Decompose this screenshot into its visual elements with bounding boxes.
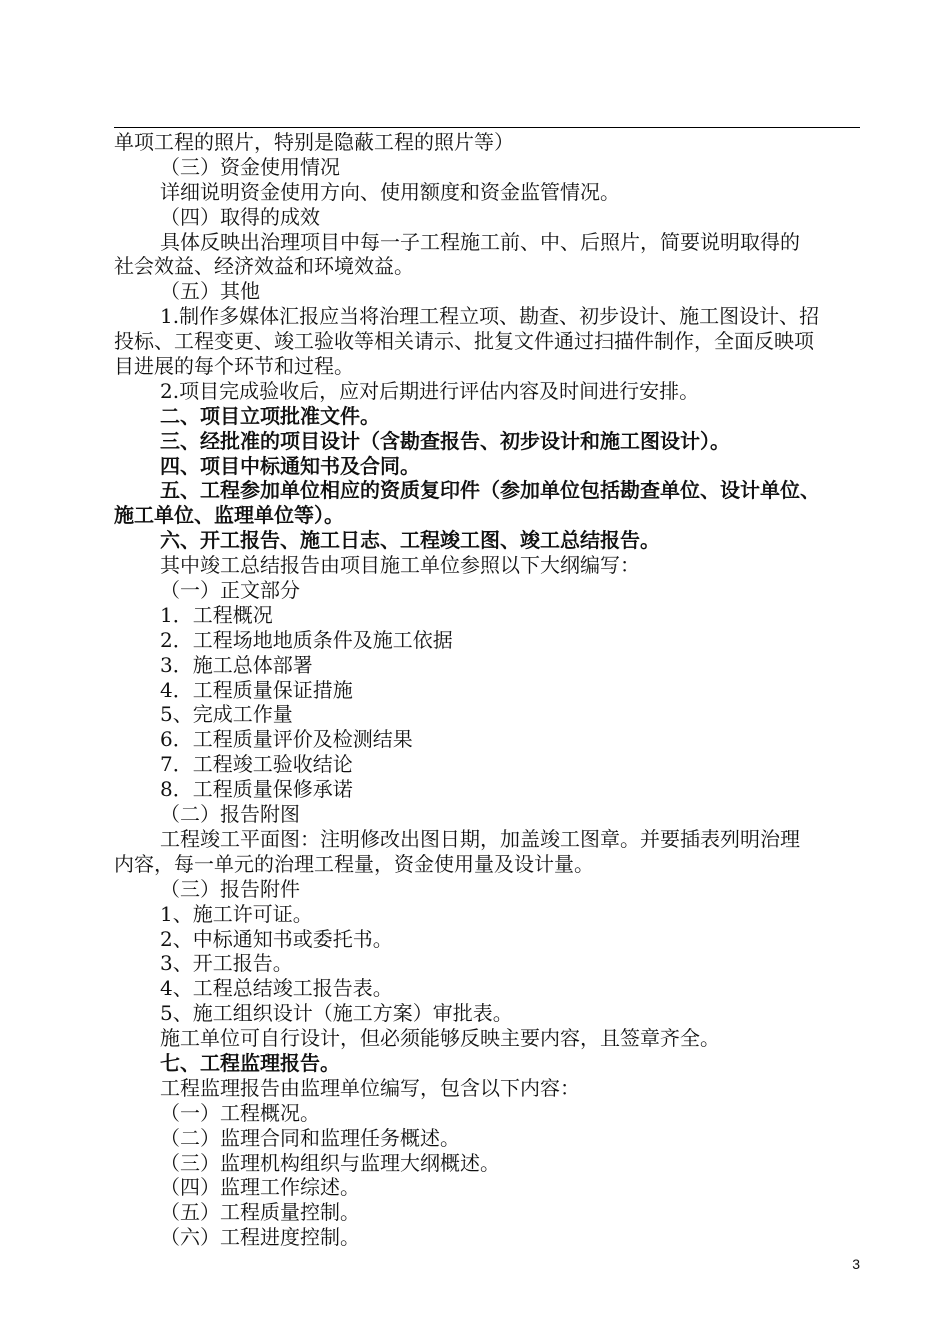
text-line: 单项工程的照片，特别是隐蔽工程的照片等） [114,130,514,154]
text-line: 5、施工组织设计（施工方案）审批表。 [160,1001,513,1026]
text-line: （六）工程进度控制。 [160,1225,360,1250]
text-line: 5、完成工作量 [160,702,293,727]
text-line: 施工单位可自行设计，但必须能够反映主要内容，且签章齐全。 [160,1026,720,1051]
section-heading: 施工单位、监理单位等）。 [114,503,344,528]
text-line: （三）资金使用情况 [160,154,340,179]
section-heading: 三、经批准的项目设计（含勘查报告、初步设计和施工图设计）。 [160,428,730,453]
text-line: （一）正文部分 [160,578,300,603]
text-line: 1、施工许可证。 [160,901,313,926]
text-line: 7．工程竣工验收结论 [160,752,353,777]
text-line: 详细说明资金使用方向、使用额度和资金监管情况。 [160,179,620,204]
text-line: 投标、工程变更、竣工验收等相关请示、批复文件通过扫描件制作，全面反映项 [114,329,814,354]
section-heading: 五、工程参加单位相应的资质复印件（参加单位包括勘查单位、设计单位、 [160,478,820,503]
section-heading: 四、项目中标通知书及合同。 [160,453,420,478]
text-line: （二）监理合同和监理任务概述。 [160,1125,460,1150]
page-number: 3 [852,1256,860,1272]
text-line: （四）取得的成效 [160,204,320,229]
text-line: 4、工程总结竣工报告表。 [160,976,393,1001]
text-line: 内容，每一单元的治理工程量，资金使用量及设计量。 [114,851,594,876]
text-line: 4．工程质量保证措施 [160,677,353,702]
text-line: 3．施工总体部署 [160,652,313,677]
text-line: 2、中标通知书或委托书。 [160,926,393,951]
text-line: 工程监理报告由监理单位编写，包含以下内容： [160,1075,580,1100]
text-line: （四）监理工作综述。 [160,1175,360,1200]
section-heading: 二、项目立项批准文件。 [160,403,380,428]
text-line: 目进展的每个环节和过程。 [114,354,354,379]
text-line: 8．工程质量保修承诺 [160,777,353,802]
section-heading: 六、开工报告、施工日志、工程竣工图、竣工总结报告。 [160,528,660,553]
text-line: （五）工程质量控制。 [160,1200,360,1225]
text-line: 其中竣工总结报告由项目施工单位参照以下大纲编写： [160,553,640,578]
text-line: 3、开工报告。 [160,951,293,976]
text-line: 工程竣工平面图：注明修改出图日期，加盖竣工图章。并要插表列明治理 [160,826,800,851]
text-line: （二）报告附图 [160,802,300,827]
text-line: 2．工程场地地质条件及施工依据 [160,627,453,652]
document-body [114,130,860,1250]
text-line: 6．工程质量评价及检测结果 [160,727,413,752]
text-line: （三）监理机构组织与监理大纲概述。 [160,1150,500,1175]
text-line: 1.制作多媒体汇报应当将治理工程立项、勘查、初步设计、施工图设计、招 [160,304,820,329]
header-rule [114,127,860,128]
text-line: 具体反映出治理项目中每一子工程施工前、中、后照片，简要说明取得的 [160,229,800,254]
section-heading: 七、工程监理报告。 [160,1050,340,1075]
text-line: （三）报告附件 [160,876,300,901]
text-line: （五）其他 [160,279,260,304]
text-line: 1．工程概况 [160,602,273,627]
text-line: 社会效益、经济效益和环境效益。 [114,254,414,279]
text-line: （一）工程概况。 [160,1100,320,1125]
text-line: 2.项目完成验收后，应对后期进行评估内容及时间进行安排。 [160,378,700,403]
